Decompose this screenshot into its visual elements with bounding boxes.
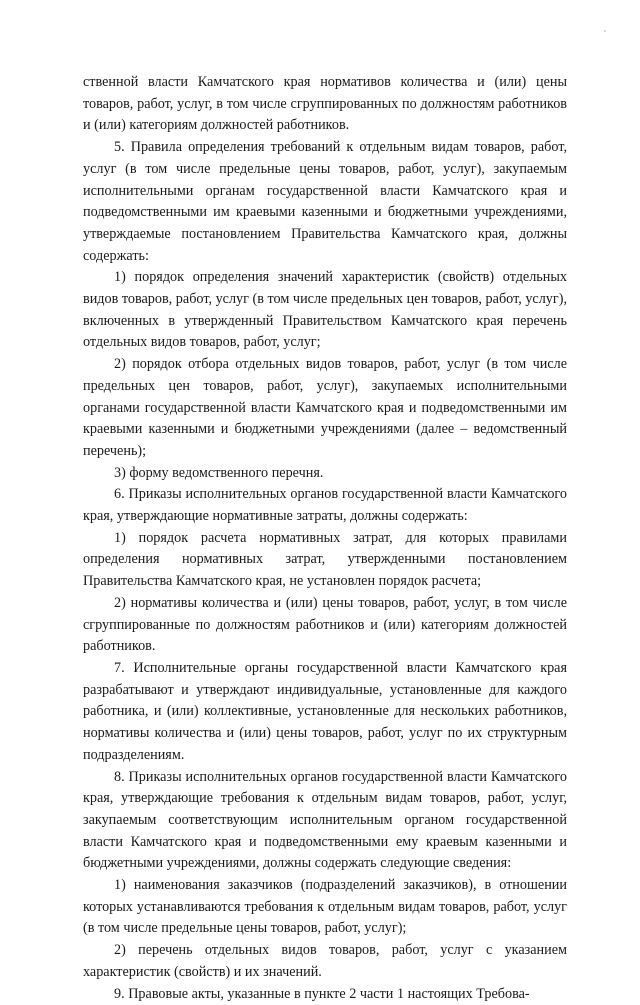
document-body (83, 72, 567, 1005)
paragraph-item-5: 5. Правила определения требований к отдельным видам товаров, работ, услуг (в том числе предельные цены товаров, работ, услуг), закупаемым исполнительными органам государственной власти Камчатского края и подведомственными им краевыми казенными и бюджетными учреждениями, утверждаемые постановлением Правительства Камчатского края, должны содержать: (83, 139, 567, 264)
paragraph-item-5-3: 3) форму ведомственного перечня. (114, 464, 324, 481)
paragraph-item-9: 9. Правовые акты, указанные в пункте 2 части 1 настоящих Требова- (114, 985, 530, 1002)
paragraph-item-8-2: 2) перечень отдельных видов товаров, работ, услуг с указанием характеристик (свойств) и их значений. (83, 942, 567, 980)
paragraph-item-8-1: 1) наименования заказчиков (подразделений заказчиков), в отношении которых устанавливаются требования к отдельным видам товаров, работ, услуг (в том числе предельные цены товаров, работ, услуг); (83, 877, 567, 937)
paragraph-item-5-1: 1) порядок определения значений характеристик (свойств) отдельных видов товаров, работ, услуг (в том числе предельных цен товаров, работ, услуг), включенных в утвержденный Правительством Камчатского края перечень отдельных видов товаров, работ, услуг; (83, 269, 567, 351)
paragraph-item-6-2: 2) нормативы количества и (или) цены товаров, работ, услуг, в том числе сгруппированные по должностям работников и (или) категориям должностей работников. (83, 594, 567, 655)
paragraph-continuation: ственной власти Камчатского края нормативов количества и (или) цены товаров, работ, услуг, в том числе сгруппированных по должностям работников и (или) категориям должностей работников. (83, 74, 567, 134)
paragraph-item-6-1: 1) порядок расчета нормативных затрат, для которых правилами определения нормативных затрат, утвержденными постановлением Правительства Камчатского края, не установлен порядок расчета; (83, 529, 567, 590)
paragraph-item-5-2: 2) порядок отбора отдельных видов товаров, работ, услуг (в том числе предельных цен товаров, работ, услуг), закупаемых исполнительными органами государственной власти Камчатского края и подведомственными им краевыми казенными и бюджетными учреждениями (далее – ведомственный перечень); (83, 356, 567, 459)
paragraph-item-6: 6. Приказы исполнительных органов государственной власти Камчатского края, утверждающие нормативные затраты, должны содержать: (83, 486, 567, 525)
scan-speck (604, 30, 606, 32)
paragraph-item-8: 8. Приказы исполнительных органов государственной власти Камчатского края, утверждающие требования к отдельным видам товаров, работ, услуг, закупаемым соответствующим исполнительным органом государственной власти Камчатского края и подведомственными ему краевым казенными и бюджетными учреждениями, должны содержать следующие сведения: (83, 768, 567, 872)
paragraph-item-7: 7. Исполнительные органы государственной власти Камчатского края разрабатывают и утверждают индивидуальные, установленные для каждого работника, и (или) коллективные, установленные для нескольких работников, нормативы количества и (или) цены товаров, работ, услуг по их структурным подразделениям. (83, 659, 567, 763)
